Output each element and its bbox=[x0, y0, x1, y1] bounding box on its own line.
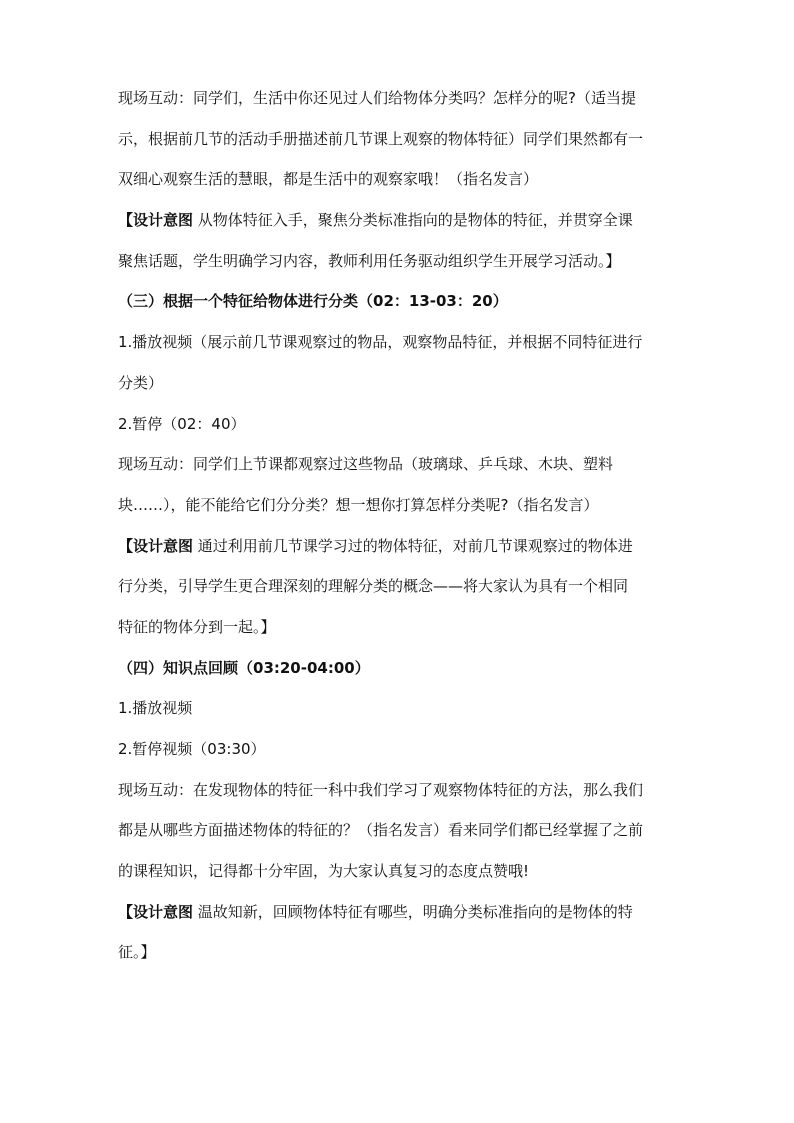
design-intent-label: 【设计意图 bbox=[118, 902, 194, 921]
paragraph-line: 双细心观察生活的慧眼，都是生活中的观察家哦！（指名发言） bbox=[118, 170, 539, 189]
paragraph-line: 聚焦话题，学生明确学习内容，教师利用任务驱动组织学生开展学习活动。】 bbox=[118, 251, 621, 270]
paragraph-line: 现场互动：同学们，生活中你还见过人们给物体分类吗？怎样分的呢?（适当提 bbox=[118, 89, 636, 107]
paragraph-line: 的课程知识，记得都十分牢固，为大家认真复习的态度点赞哦! bbox=[118, 862, 530, 881]
paragraph-line: 都是从哪些方面描述物体的特征的？（指名发言）看来同学们都已经掌握了之前 bbox=[118, 821, 644, 840]
paragraph-line: 2.暂停（02：40） bbox=[118, 414, 246, 433]
paragraph-line: 块……），能不能给它们分分类？想一想你打算怎样分类呢?（指名发言） bbox=[118, 495, 599, 514]
paragraph-line: 2.暂停视频（03:30） bbox=[118, 740, 266, 758]
paragraph-line: 行分类，引导学生更合理深刻的理解分类的概念——将大家认为具有一个相同 bbox=[118, 577, 629, 596]
paragraph-line: 特征的物体分到一起。】 bbox=[118, 617, 276, 636]
design-intent-label: 【设计意图 bbox=[118, 536, 194, 555]
paragraph-line: 1.播放视频 bbox=[118, 699, 193, 718]
paragraph-line: 1.播放视频（展示前几节课观察过的物品，观察物品特征，并根据不同特征进行 bbox=[118, 333, 643, 352]
design-intent-line: 【设计意图 通过利用前几节课学习过的物体特征，对前几节课观察过的物体进 bbox=[118, 536, 633, 555]
paragraph-line: 现场互动：同学们上节课都观察过这些物品（玻璃球、乒乓球、木块、塑料 bbox=[118, 455, 614, 474]
section-heading: （三）根据一个特征给物体进行分类（02：13-03：20） bbox=[118, 292, 508, 311]
section-heading: （四）知识点回顾（03:20-04:00） bbox=[118, 658, 370, 677]
design-intent-line: 【设计意图 从物体特征入手，聚焦分类标准指向的是物体的特征，并贯穿全课 bbox=[118, 211, 633, 230]
paragraph-line: 现场互动：在发现物体的特征一科中我们学习了观察物体特征的方法，那么我们 bbox=[118, 780, 644, 799]
paragraph-line: 分类） bbox=[118, 373, 164, 392]
design-intent-line: 【设计意图 温故知新，回顾物体特征有哪些，明确分类标准指向的是物体的特 bbox=[118, 902, 633, 921]
design-intent-label: 【设计意图 bbox=[118, 211, 194, 230]
paragraph-line: 示，根据前几节的活动手册描述前几节课上观察的物体特征）同学们果然都有一 bbox=[118, 129, 644, 148]
document-body bbox=[118, 88, 678, 983]
paragraph-line: 征。】 bbox=[118, 943, 156, 962]
